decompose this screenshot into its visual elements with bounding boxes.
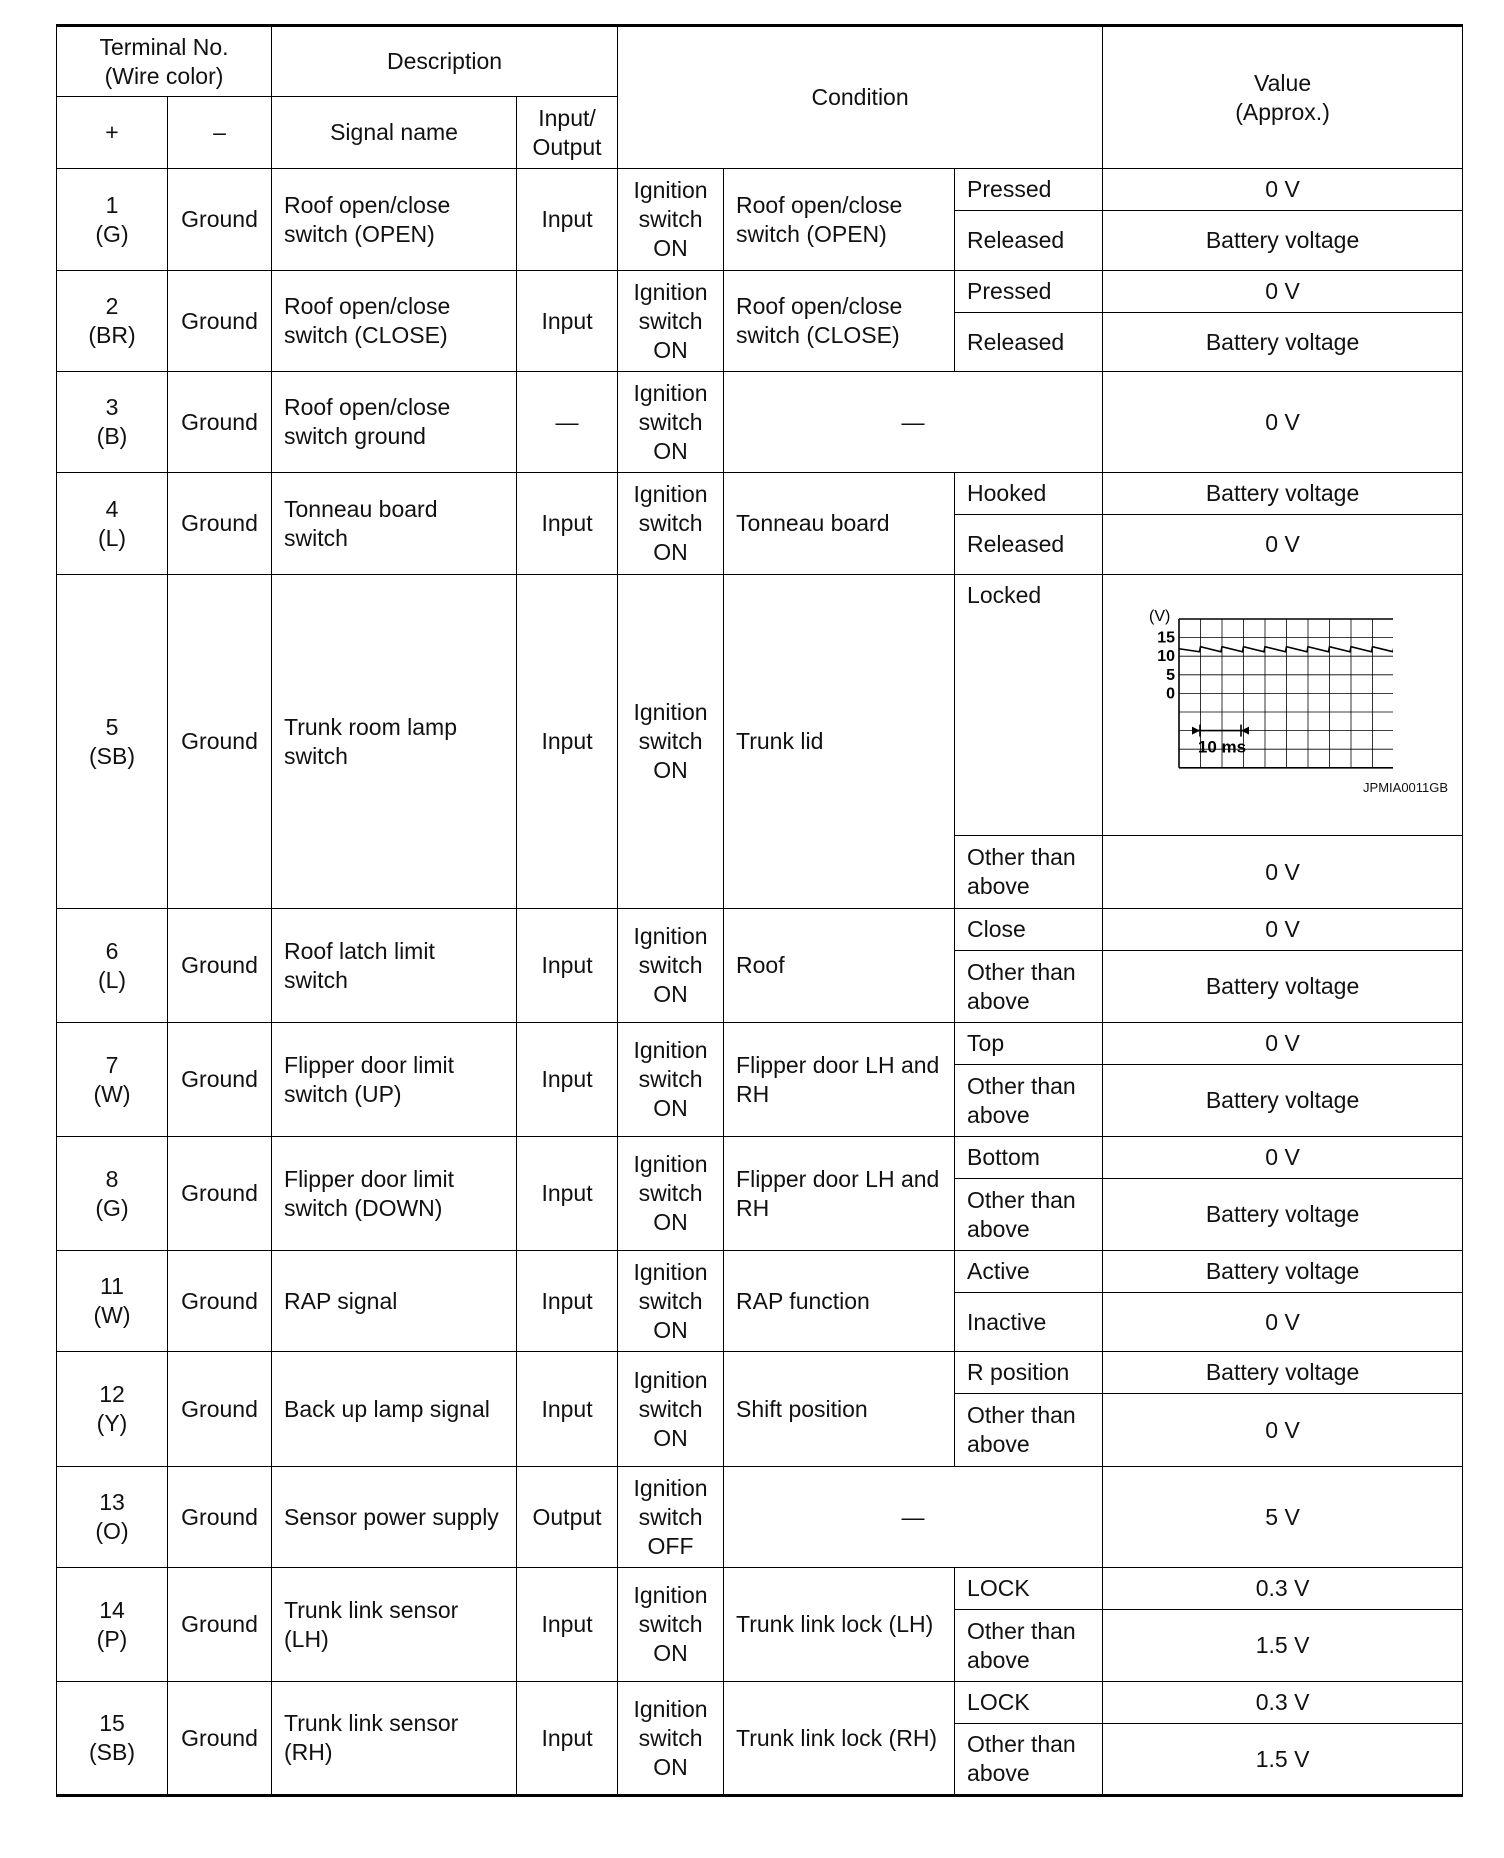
signal-name: Trunk link sensor (LH) [272, 1568, 517, 1682]
value-cell: Battery voltage [1103, 473, 1463, 515]
condition-state: Top [955, 1023, 1103, 1065]
table-row [57, 1568, 1463, 1610]
terminal-number: 4 (L) [57, 473, 168, 575]
value-cell: 0 V [1103, 169, 1463, 211]
terminal-minus: Ground [168, 1568, 272, 1682]
terminal-no-header: Terminal No. (Wire color) [57, 26, 272, 97]
table-row [57, 575, 1463, 836]
ignition-state: Ignition switch ON [618, 271, 724, 372]
condition-state: Other than above [955, 1065, 1103, 1137]
terminal-number: 1 (G) [57, 169, 168, 271]
terminal-minus: Ground [168, 1682, 272, 1796]
input-output: Input [517, 909, 618, 1023]
condition-state: Active [955, 1251, 1103, 1293]
terminal-number: 12 (Y) [57, 1352, 168, 1467]
ignition-state: Ignition switch ON [618, 1023, 724, 1137]
input-output: Input [517, 1568, 618, 1682]
ignition-state: Ignition switch OFF [618, 1467, 724, 1568]
table-row [57, 909, 1463, 951]
condition-item: Roof open/close switch (CLOSE) [724, 271, 955, 372]
condition-state: Released [955, 313, 1103, 372]
table-row [57, 1023, 1463, 1065]
ignition-state: Ignition switch ON [618, 1137, 724, 1251]
value-cell: Battery voltage [1103, 1352, 1463, 1394]
input-output: Input [517, 1352, 618, 1467]
condition-state: Released [955, 211, 1103, 271]
value-cell: 0 V [1103, 909, 1463, 951]
condition-item: Trunk link lock (RH) [724, 1682, 955, 1796]
condition-item: Trunk link lock (LH) [724, 1568, 955, 1682]
condition-state: R position [955, 1352, 1103, 1394]
plus-header: + [57, 97, 168, 169]
value-cell: 0 V [1103, 515, 1463, 575]
period-arrow-icon [1192, 727, 1200, 735]
condition-state: Bottom [955, 1137, 1103, 1179]
terminal-minus: Ground [168, 169, 272, 271]
terminal-table [56, 24, 1463, 1797]
terminal-minus: Ground [168, 1137, 272, 1251]
condition-state: LOCK [955, 1568, 1103, 1610]
value-cell: 0 V [1103, 836, 1463, 909]
value-cell: 1.5 V [1103, 1724, 1463, 1796]
condition-state: Pressed [955, 271, 1103, 313]
description-header: Description [272, 26, 618, 97]
waveform-tick-label: 10 [1157, 648, 1176, 666]
value-cell: Battery voltage [1103, 951, 1463, 1023]
figure-code: JPMIA0011GB [1363, 780, 1449, 795]
terminal-minus: Ground [168, 909, 272, 1023]
condition-item: Shift position [724, 1352, 955, 1467]
value-cell: 0 V [1103, 372, 1463, 473]
signal-name: Roof open/close switch ground [272, 372, 517, 473]
condition-state: Other than above [955, 836, 1103, 909]
terminal-minus: Ground [168, 473, 272, 575]
input-output: Output [517, 1467, 618, 1568]
input-output: Input [517, 473, 618, 575]
condition-state: Inactive [955, 1293, 1103, 1352]
value-cell: 0 V [1103, 1023, 1463, 1065]
condition-state: Other than above [955, 1394, 1103, 1467]
input-output: Input [517, 575, 618, 909]
condition-state: Released [955, 515, 1103, 575]
input-output: Input [517, 169, 618, 271]
waveform-tick-label: 5 [1166, 666, 1176, 684]
input-output-header: Input/ Output [517, 97, 618, 169]
condition-state: Locked [955, 575, 1103, 836]
value-cell: Battery voltage [1103, 211, 1463, 271]
terminal-minus: Ground [168, 1251, 272, 1352]
signal-name: Roof latch limit switch [272, 909, 517, 1023]
signal-name: Flipper door limit switch (UP) [272, 1023, 517, 1137]
waveform-unit-label: (V) [1149, 609, 1171, 625]
condition-state: Close [955, 909, 1103, 951]
condition-item: Flipper door LH and RH [724, 1023, 955, 1137]
signal-name: Roof open/close switch (OPEN) [272, 169, 517, 271]
table-row [57, 169, 1463, 211]
input-output: Input [517, 1137, 618, 1251]
signal-name: Back up lamp signal [272, 1352, 517, 1467]
signal-name-header: Signal name [272, 97, 517, 169]
terminal-number: 3 (B) [57, 372, 168, 473]
terminal-number: 13 (O) [57, 1467, 168, 1568]
condition-dash: — [724, 1467, 1103, 1568]
value-cell: 0.3 V [1103, 1682, 1463, 1724]
terminal-minus: Ground [168, 1467, 272, 1568]
signal-name: Trunk room lamp switch [272, 575, 517, 909]
terminal-number: 14 (P) [57, 1568, 168, 1682]
value-cell: 0 V [1103, 1137, 1463, 1179]
terminal-number: 8 (G) [57, 1137, 168, 1251]
input-output: — [517, 372, 618, 473]
signal-name: Flipper door limit switch (DOWN) [272, 1137, 517, 1251]
value-header: Value (Approx.) [1103, 26, 1463, 169]
signal-name: Trunk link sensor (RH) [272, 1682, 517, 1796]
value-cell: Battery voltage [1103, 1251, 1463, 1293]
condition-item: Tonneau board [724, 473, 955, 575]
value-cell: Battery voltage [1103, 1179, 1463, 1251]
condition-item: Roof open/close switch (OPEN) [724, 169, 955, 271]
condition-state: Hooked [955, 473, 1103, 515]
signal-name: Sensor power supply [272, 1467, 517, 1568]
table-row [57, 1251, 1463, 1293]
condition-item: RAP function [724, 1251, 955, 1352]
waveform-figure [1103, 575, 1462, 805]
ignition-state: Ignition switch ON [618, 169, 724, 271]
table-row [57, 1352, 1463, 1394]
condition-item: Flipper door LH and RH [724, 1137, 955, 1251]
condition-state: Other than above [955, 1724, 1103, 1796]
condition-state: Other than above [955, 1610, 1103, 1682]
table-row [57, 1682, 1463, 1724]
value-cell: 0.3 V [1103, 1568, 1463, 1610]
condition-state: Other than above [955, 951, 1103, 1023]
period-label: 10 ms [1197, 737, 1247, 757]
terminal-number: 11 (W) [57, 1251, 168, 1352]
condition-header: Condition [618, 26, 1103, 169]
signal-name: Roof open/close switch (CLOSE) [272, 271, 517, 372]
table-row [57, 372, 1463, 473]
ignition-state: Ignition switch ON [618, 1682, 724, 1796]
waveform-signal [1179, 647, 1393, 652]
value-cell: Battery voltage [1103, 313, 1463, 372]
terminal-minus: Ground [168, 575, 272, 909]
value-cell: 0 V [1103, 1394, 1463, 1467]
terminal-number: 15 (SB) [57, 1682, 168, 1796]
terminal-number: 6 (L) [57, 909, 168, 1023]
minus-header: – [168, 97, 272, 169]
waveform-tick-label: 15 [1157, 629, 1176, 647]
value-cell: 5 V [1103, 1467, 1463, 1568]
terminal-minus: Ground [168, 1023, 272, 1137]
ignition-state: Ignition switch ON [618, 372, 724, 473]
signal-name: RAP signal [272, 1251, 517, 1352]
value-cell: 1.5 V [1103, 1610, 1463, 1682]
waveform-chart [1143, 609, 1393, 779]
condition-state: Pressed [955, 169, 1103, 211]
input-output: Input [517, 1682, 618, 1796]
table-row [57, 1137, 1463, 1179]
table-row [57, 271, 1463, 313]
terminal-number: 7 (W) [57, 1023, 168, 1137]
value-cell: 0 V [1103, 271, 1463, 313]
condition-state: Other than above [955, 1179, 1103, 1251]
signal-name: Tonneau board switch [272, 473, 517, 575]
value-cell [1103, 575, 1463, 836]
period-arrow-icon [1241, 727, 1249, 735]
table-row [57, 1467, 1463, 1568]
terminal-minus: Ground [168, 271, 272, 372]
ignition-state: Ignition switch ON [618, 1568, 724, 1682]
ignition-state: Ignition switch ON [618, 909, 724, 1023]
input-output: Input [517, 271, 618, 372]
value-cell: 0 V [1103, 1293, 1463, 1352]
ignition-state: Ignition switch ON [618, 1352, 724, 1467]
waveform-tick-label: 0 [1166, 685, 1176, 703]
condition-item: Roof [724, 909, 955, 1023]
terminal-number: 5 (SB) [57, 575, 168, 909]
condition-state: LOCK [955, 1682, 1103, 1724]
ignition-state: Ignition switch ON [618, 1251, 724, 1352]
ignition-state: Ignition switch ON [618, 473, 724, 575]
condition-item: Trunk lid [724, 575, 955, 909]
input-output: Input [517, 1023, 618, 1137]
input-output: Input [517, 1251, 618, 1352]
table-row [57, 473, 1463, 515]
condition-dash: — [724, 372, 1103, 473]
ignition-state: Ignition switch ON [618, 575, 724, 909]
terminal-number: 2 (BR) [57, 271, 168, 372]
terminal-minus: Ground [168, 1352, 272, 1467]
value-cell: Battery voltage [1103, 1065, 1463, 1137]
terminal-minus: Ground [168, 372, 272, 473]
